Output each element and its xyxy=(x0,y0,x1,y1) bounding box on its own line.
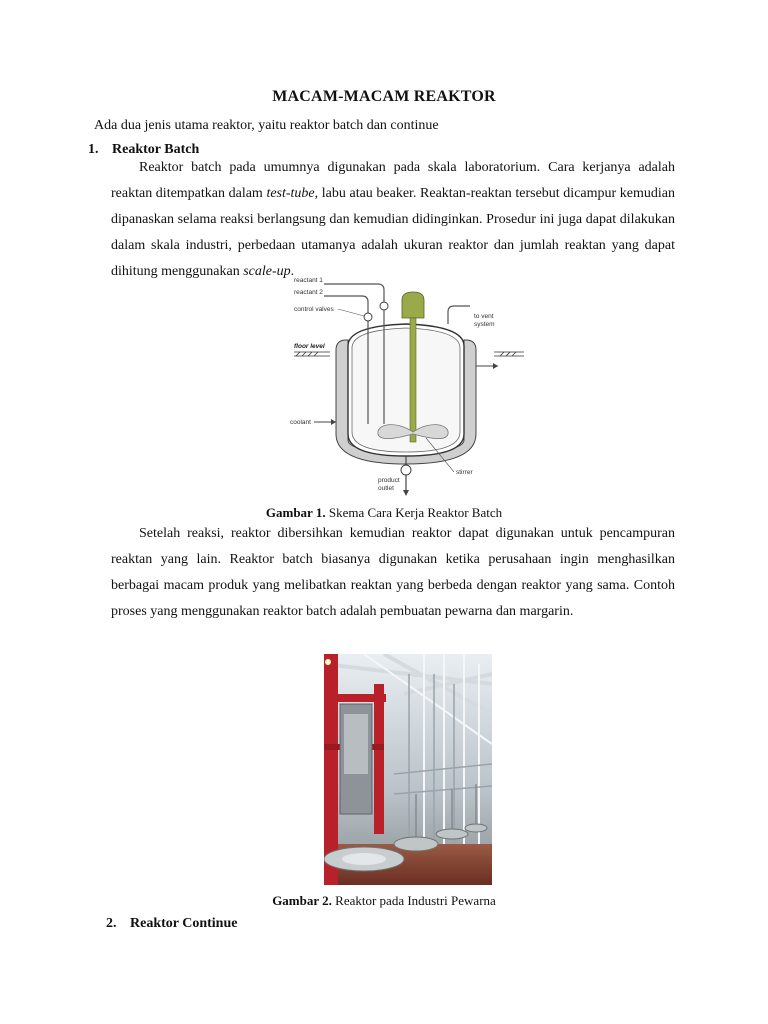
label-system: system xyxy=(474,321,495,328)
section-number: 2. xyxy=(106,916,117,931)
photo-illustration xyxy=(324,654,492,885)
floor-level-right xyxy=(494,352,524,356)
batch-reactor-diagram xyxy=(286,274,526,498)
caption-label: Gambar 2. xyxy=(272,893,332,908)
label-outlet: outlet xyxy=(378,485,394,492)
text-run: , labu atau beaker. Reaktan-reaktan tersebut dicampur kemudian dipanaskan selama reaksi berlangsung dan kemudian didinginkan. Prosedur ini juga dapat dilakukan dalam skala industri, perbedaan utamanya adalah ukuran reaktor dan jumlah reaktan yang dapat dihitung menggunakan xyxy=(111,186,675,279)
stirrer-motor xyxy=(402,292,424,318)
label-stirrer: stirrer xyxy=(456,469,473,476)
label-control-valves: control valves xyxy=(294,306,334,313)
paragraph-batch-description xyxy=(111,155,675,285)
caption-text: Skema Cara Kerja Reaktor Batch xyxy=(325,505,503,520)
paragraph-batch-usage: Setelah reaksi, reaktor dibersihkan kemudian reaktor dapat digunakan untuk pencampuran reaktan yang lain. Reaktor batch biasanya digunakan ketika perusahaan ingin menghasilkan berbagai macam produk yang melibatkan reaktan yang berbeda dengan reaktor yang sama. Contoh proses yang menggunakan reaktor batch adalah pembuatan pewarna dan margarin. xyxy=(111,526,675,619)
section-title: Reaktor Continue xyxy=(130,916,238,931)
section-number: 1. xyxy=(88,142,99,157)
label-reactant-1: reactant 1 xyxy=(294,277,323,284)
figure-1-caption xyxy=(0,505,768,521)
italic-term-test-tube: test-tube xyxy=(266,186,315,201)
intro-paragraph: Ada dua jenis utama reaktor, yaitu reaktor batch dan continue xyxy=(94,118,439,133)
label-coolant: coolant xyxy=(290,419,311,426)
caption-text: Reaktor pada Industri Pewarna xyxy=(331,893,496,908)
stirrer-shaft xyxy=(410,318,416,442)
section-heading-reaktor-continue xyxy=(106,916,237,932)
outlet-valve xyxy=(401,465,411,475)
label-reactant-2: reactant 2 xyxy=(294,289,323,296)
section-title: Reaktor Batch xyxy=(112,142,200,157)
document-title: MACAM-MACAM REAKTOR xyxy=(272,88,496,105)
control-valve-1 xyxy=(364,313,372,321)
industrial-reactor-photo xyxy=(324,654,492,885)
label-product: product xyxy=(378,477,400,484)
text-run: . xyxy=(290,264,295,279)
floor-level-left xyxy=(294,352,330,356)
italic-term-scale-up: scale-up xyxy=(243,264,291,279)
caption-label: Gambar 1. xyxy=(265,505,326,520)
text-run: Reaktor batch pada umumnya digunakan pada skala laboratorium. Cara kerjanya adalah reaktan ditempatkan dalam xyxy=(111,160,675,201)
vent-pipe xyxy=(448,306,470,324)
figure-2-caption xyxy=(0,893,768,909)
label-to-vent: to vent xyxy=(474,313,494,320)
control-valve-2 xyxy=(380,302,388,310)
label-floor-level: floor level xyxy=(294,343,325,350)
